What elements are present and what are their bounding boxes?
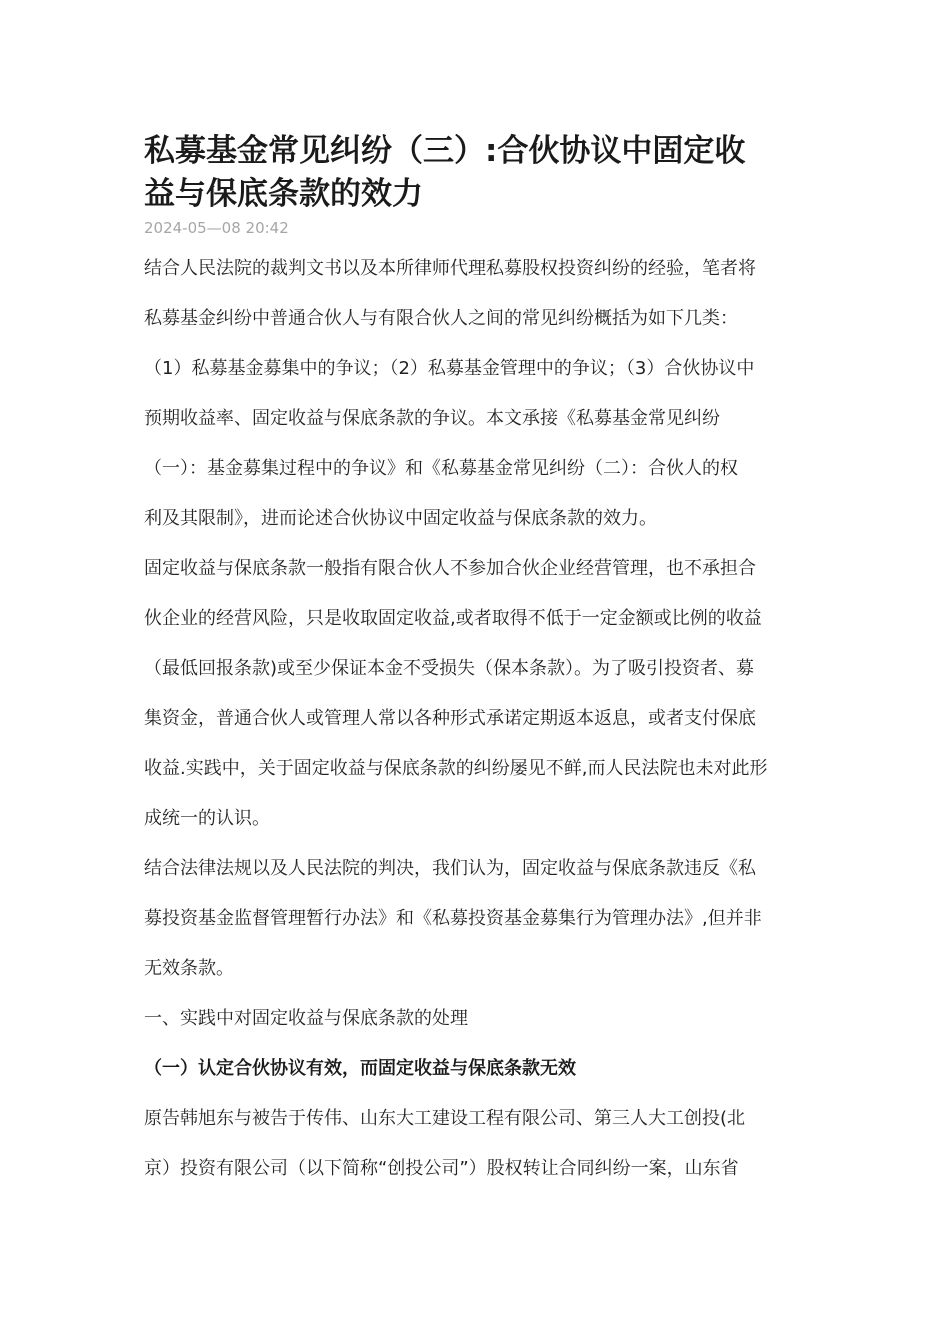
- paragraph-line: 收益.实践中，关于固定收益与保底条款的纠纷屡见不鲜,而人民法院也未对此形: [144, 758, 768, 779]
- title-line: 益与保底条款的效力: [144, 176, 423, 212]
- section-heading: 一、实践中对固定收益与保底条款的处理: [144, 1008, 468, 1029]
- publish-date: 2024-05—08 20:42: [144, 219, 289, 237]
- paragraph-opinion: [144, 844, 806, 994]
- paragraph-line: 私募基金纠纷中普通合伙人与有限合伙人之间的常见纠纷概括为如下几类：: [144, 308, 738, 329]
- paragraph-line: 集资金，普通合伙人或管理人常以各种形式承诺定期返本返息，或者支付保底: [144, 708, 756, 729]
- paragraph-line: （1）私募基金募集中的争议；（2）私募基金管理中的争议；（3）合伙协议中: [144, 358, 755, 379]
- article-title: [144, 130, 806, 216]
- paragraph-line: 结合法律法规以及人民法院的判决，我们认为，固定收益与保底条款违反《私: [144, 858, 756, 879]
- sub-heading: （一）认定合伙协议有效，而固定收益与保底条款无效: [144, 1058, 576, 1079]
- paragraph-line: 京）投资有限公司（以下简称“创投公司”）股权转让合同纠纷一案，山东省: [144, 1158, 739, 1179]
- paragraph-line: 结合人民法院的裁判文书以及本所律师代理私募股权投资纠纷的经验，笔者将: [144, 258, 756, 279]
- paragraph-line: 利及其限制》，进而论述合伙协议中固定收益与保底条款的效力。: [144, 508, 657, 529]
- paragraph-line: （最低回报条款)或至少保证本金不受损失（保本条款）。为了吸引投资者、募: [144, 658, 755, 679]
- paragraph-line: 原告韩旭东与被告于传伟、山东大工建设工程有限公司、第三人大工创投(北: [144, 1108, 746, 1129]
- paragraph-line: 成统一的认识。: [144, 808, 270, 829]
- article: [144, 130, 806, 1194]
- paragraph-line: 预期收益率、固定收益与保底条款的争议。本文承接《私募基金常见纠纷: [144, 408, 720, 429]
- paragraph-line: 伙企业的经营风险，只是收取固定收益,或者取得不低于一定金额或比例的收益: [144, 608, 762, 629]
- paragraph-definition: [144, 544, 806, 844]
- paragraph-line: 无效条款。: [144, 958, 234, 979]
- paragraph-line: 募投资基金监督管理暂行办法》和《私募投资基金募集行为管理办法》,但并非: [144, 908, 762, 929]
- paragraph-intro: [144, 244, 806, 544]
- paragraph-case: [144, 1094, 806, 1194]
- paragraph-line: 固定收益与保底条款一般指有限合伙人不参加合伙企业经营管理，也不承担合: [144, 558, 756, 579]
- paragraph-line: （一）：基金募集过程中的争议》和《私募基金常见纠纷（二）：合伙人的权: [144, 458, 738, 479]
- title-line: 私募基金常见纠纷（三）:合伙协议中固定收: [144, 133, 746, 169]
